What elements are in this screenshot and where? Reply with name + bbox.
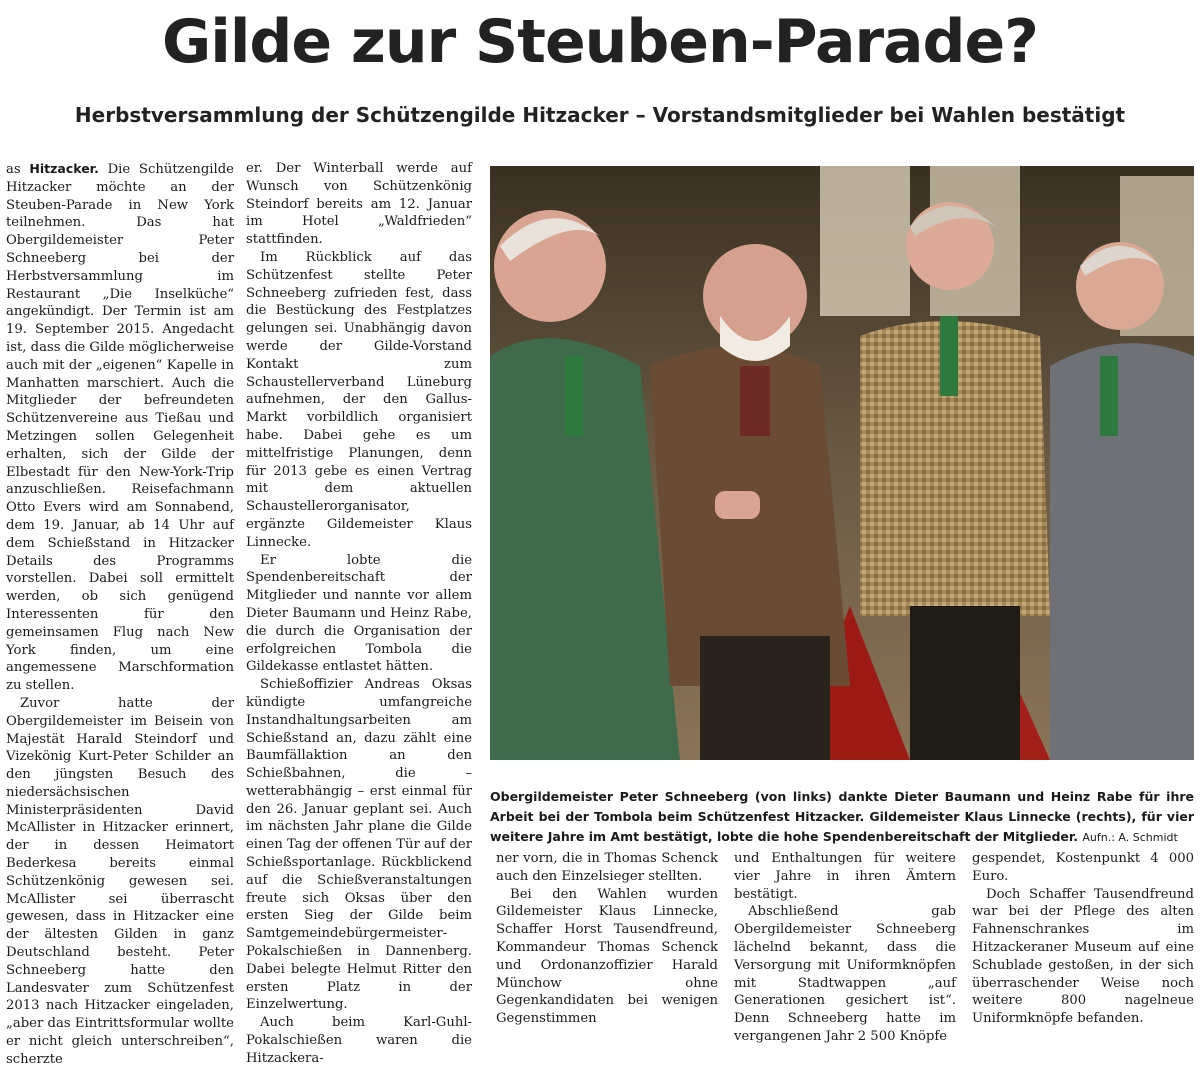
article-column-5	[972, 850, 1194, 1040]
article-paragraph: und Enthaltungen für weitere vier Jahre in ihren Ämtern bestätigt.	[734, 851, 956, 902]
dateline-prefix: as	[6, 162, 21, 177]
paragraph-text: Die Schützengilde Hitzacker möchte an der Steuben-Parade in New York teilnehmen. Das hat Obergildemeister Peter Schneeberg bei der Herbstversammlung im Restaurant „Die Inselküche“ angekündigt. Der Termin ist am 19. September 2015. Angedacht ist, dass die Gilde möglicherweise auch mit der „eigenen“ Kapelle in Manhatten marschiert. Auch die Mitglieder der befreundeten Schützenvereine aus Tießau und Metzingen sollen Gelegenheit erhalten, sich der Gilde der Elbestadt für den New-York-Trip anzuschließen. Reisefachmann Otto Evers wird am Sonnabend, dem 19. Januar, ab 14 Uhr auf dem Schießstand in Hitzacker Details des Programms vorstellen. Dabei soll ermittelt werden, ob sich genügend Interessenten für den gemeinsamen Flug nach New York finden, um eine angemessene Marschformation zu stellen.	[6, 162, 234, 694]
article-paragraph: Auch beim Karl-Guhl-Pokalschießen waren die Hitzackera-	[246, 1015, 472, 1066]
article-paragraph: ner vorn, die in Thomas Schenck auch den Einzelsieger stellten.	[496, 851, 718, 884]
article-paragraph: gespendet, Kostenpunkt 4 000 Euro.	[972, 851, 1194, 884]
article-paragraph: Schießoffizier Andreas Oksas kündigte umfangreiche Instandhaltungsarbeiten am Schießstand an, dazu zählt eine Baumfällaktion an den Schießbahnen, die – wetterabhängig – erst einmal für den 26. Januar geplant sei. Auch im nächsten Jahr plane die Gilde einen Tag der offenen Tür auf der Schießsportanlage. Rückblickend auf die Schießveranstaltungen freute sich Oksas über den ersten Sieg der Gilde beim Samtgemeindebürgermeister-Pokalschießen in Dannenberg. Dabei belegte Helmut Ritter den ersten Platz in der Einzelwertung.	[246, 677, 472, 1013]
article-paragraph: Abschließend gab Obergildemeister Schneeberg lächelnd bekannt, dass die Versorgung mit Uniformknöpfen mit Stadtwappen „auf Generationen gesichert ist“. Denn Schneeberg hatte im vergangenen Jahr 2 500 Knöpfe	[734, 904, 956, 1044]
photo-credit: Aufn.: A. Schmidt	[1082, 830, 1178, 844]
photo-caption	[490, 787, 1194, 848]
article-paragraph	[6, 160, 234, 695]
article-paragraph: Zuvor hatte der Obergildemeister im Beisein von Majestät Harald Steindorf und Vizekönig Kurt-Peter Schilder an den jüngsten Besuch des niedersächsischen Ministerpräsidenten David McAllister in Hitzacker erinnert, der in dessen Heimatort Bederkesa bereits einmal Schützenkönig gewesen sei. McAllister sei überrascht gewesen, dass in Hitzacker eine der ältesten Gilden in ganz Deutschland besteht. Peter Schneeberg hatte den Landesvater zum Schützenfest 2013 nach Hitzacker eingeladen, „aber das Eintrittsformular wollte er nicht gleich unterschreiben“, scherzte	[6, 695, 234, 1067]
article-paragraph: Doch Schaffer Tausendfreund war bei der Pflege des alten Fahnenschrankes im Hitzackeraner Museum auf eine Schublade gestoßen, in der sich überraschender Weise noch weitere 800 nagelneue Uniformknöpfe befanden.	[972, 886, 1194, 1027]
article-column-4	[734, 850, 956, 1044]
headline: Gilde zur Steuben-Parade?	[162, 7, 1038, 77]
article-column-1	[6, 160, 234, 1067]
subheadline: Herbstversammlung der Schützengilde Hitzacker – Vorstandsmitglieder bei Wahlen bestätigt	[74, 103, 1126, 127]
article-paragraph: er. Der Winterball werde auf Wunsch von Schützenkönig Steindorf bereits am 12. Januar im Hotel „Waldfrieden“ stattfinden.	[246, 161, 472, 248]
article-paragraph: Bei den Wahlen wurden Gildemeister Klaus Linnecke, Schaffer Horst Tausendfreund, Kommandeur Thomas Schenck und Ordonanzoffizier Harald Münchow ohne Gegenkandidaten bei wenigen Gegenstimmen	[496, 886, 718, 1027]
dateline-place: Hitzacker.	[29, 161, 99, 176]
article-paragraph: Im Rückblick auf das Schützenfest stellte Peter Schneeberg zufrieden fest, dass die Bestückung des Festplatzes gelungen sei. Unabhängig davon werde der Gilde-Vorstand Kontakt zum Schaustellerverband Lüneburg aufnehmen, der den Gallus-Markt vorbildlich organisiert habe. Dabei gehe es um mittelfristige Planungen, denn für 2013 gebe es einen Vertrag mit dem aktuellen Schaustellerorganisator, ergänzte Gildemeister Klaus Linnecke.	[246, 249, 472, 550]
caption-text: Obergildemeister Peter Schneeberg (von links) dankte Dieter Baumann und Heinz Rabe für ihre Arbeit bei der Tombola beim Schützenfest Hitzacker. Gildemeister Klaus Linnecke (rechts), für vier weitere Jahre im Amt bestätigt, lobte die hohe Spendenbereitschaft der Mitglieder.	[490, 788, 1194, 844]
group-photo	[490, 166, 1194, 760]
article-column-3	[496, 850, 718, 1040]
article-paragraph: Er lobte die Spendenbereitschaft der Mitglieder und nannte vor allem Dieter Baumann und Heinz Rabe, die durch die Organisation der erfolgreichen Tombola die Gildekasse entlastet hätten.	[246, 552, 472, 675]
article-column-2	[246, 160, 472, 1066]
